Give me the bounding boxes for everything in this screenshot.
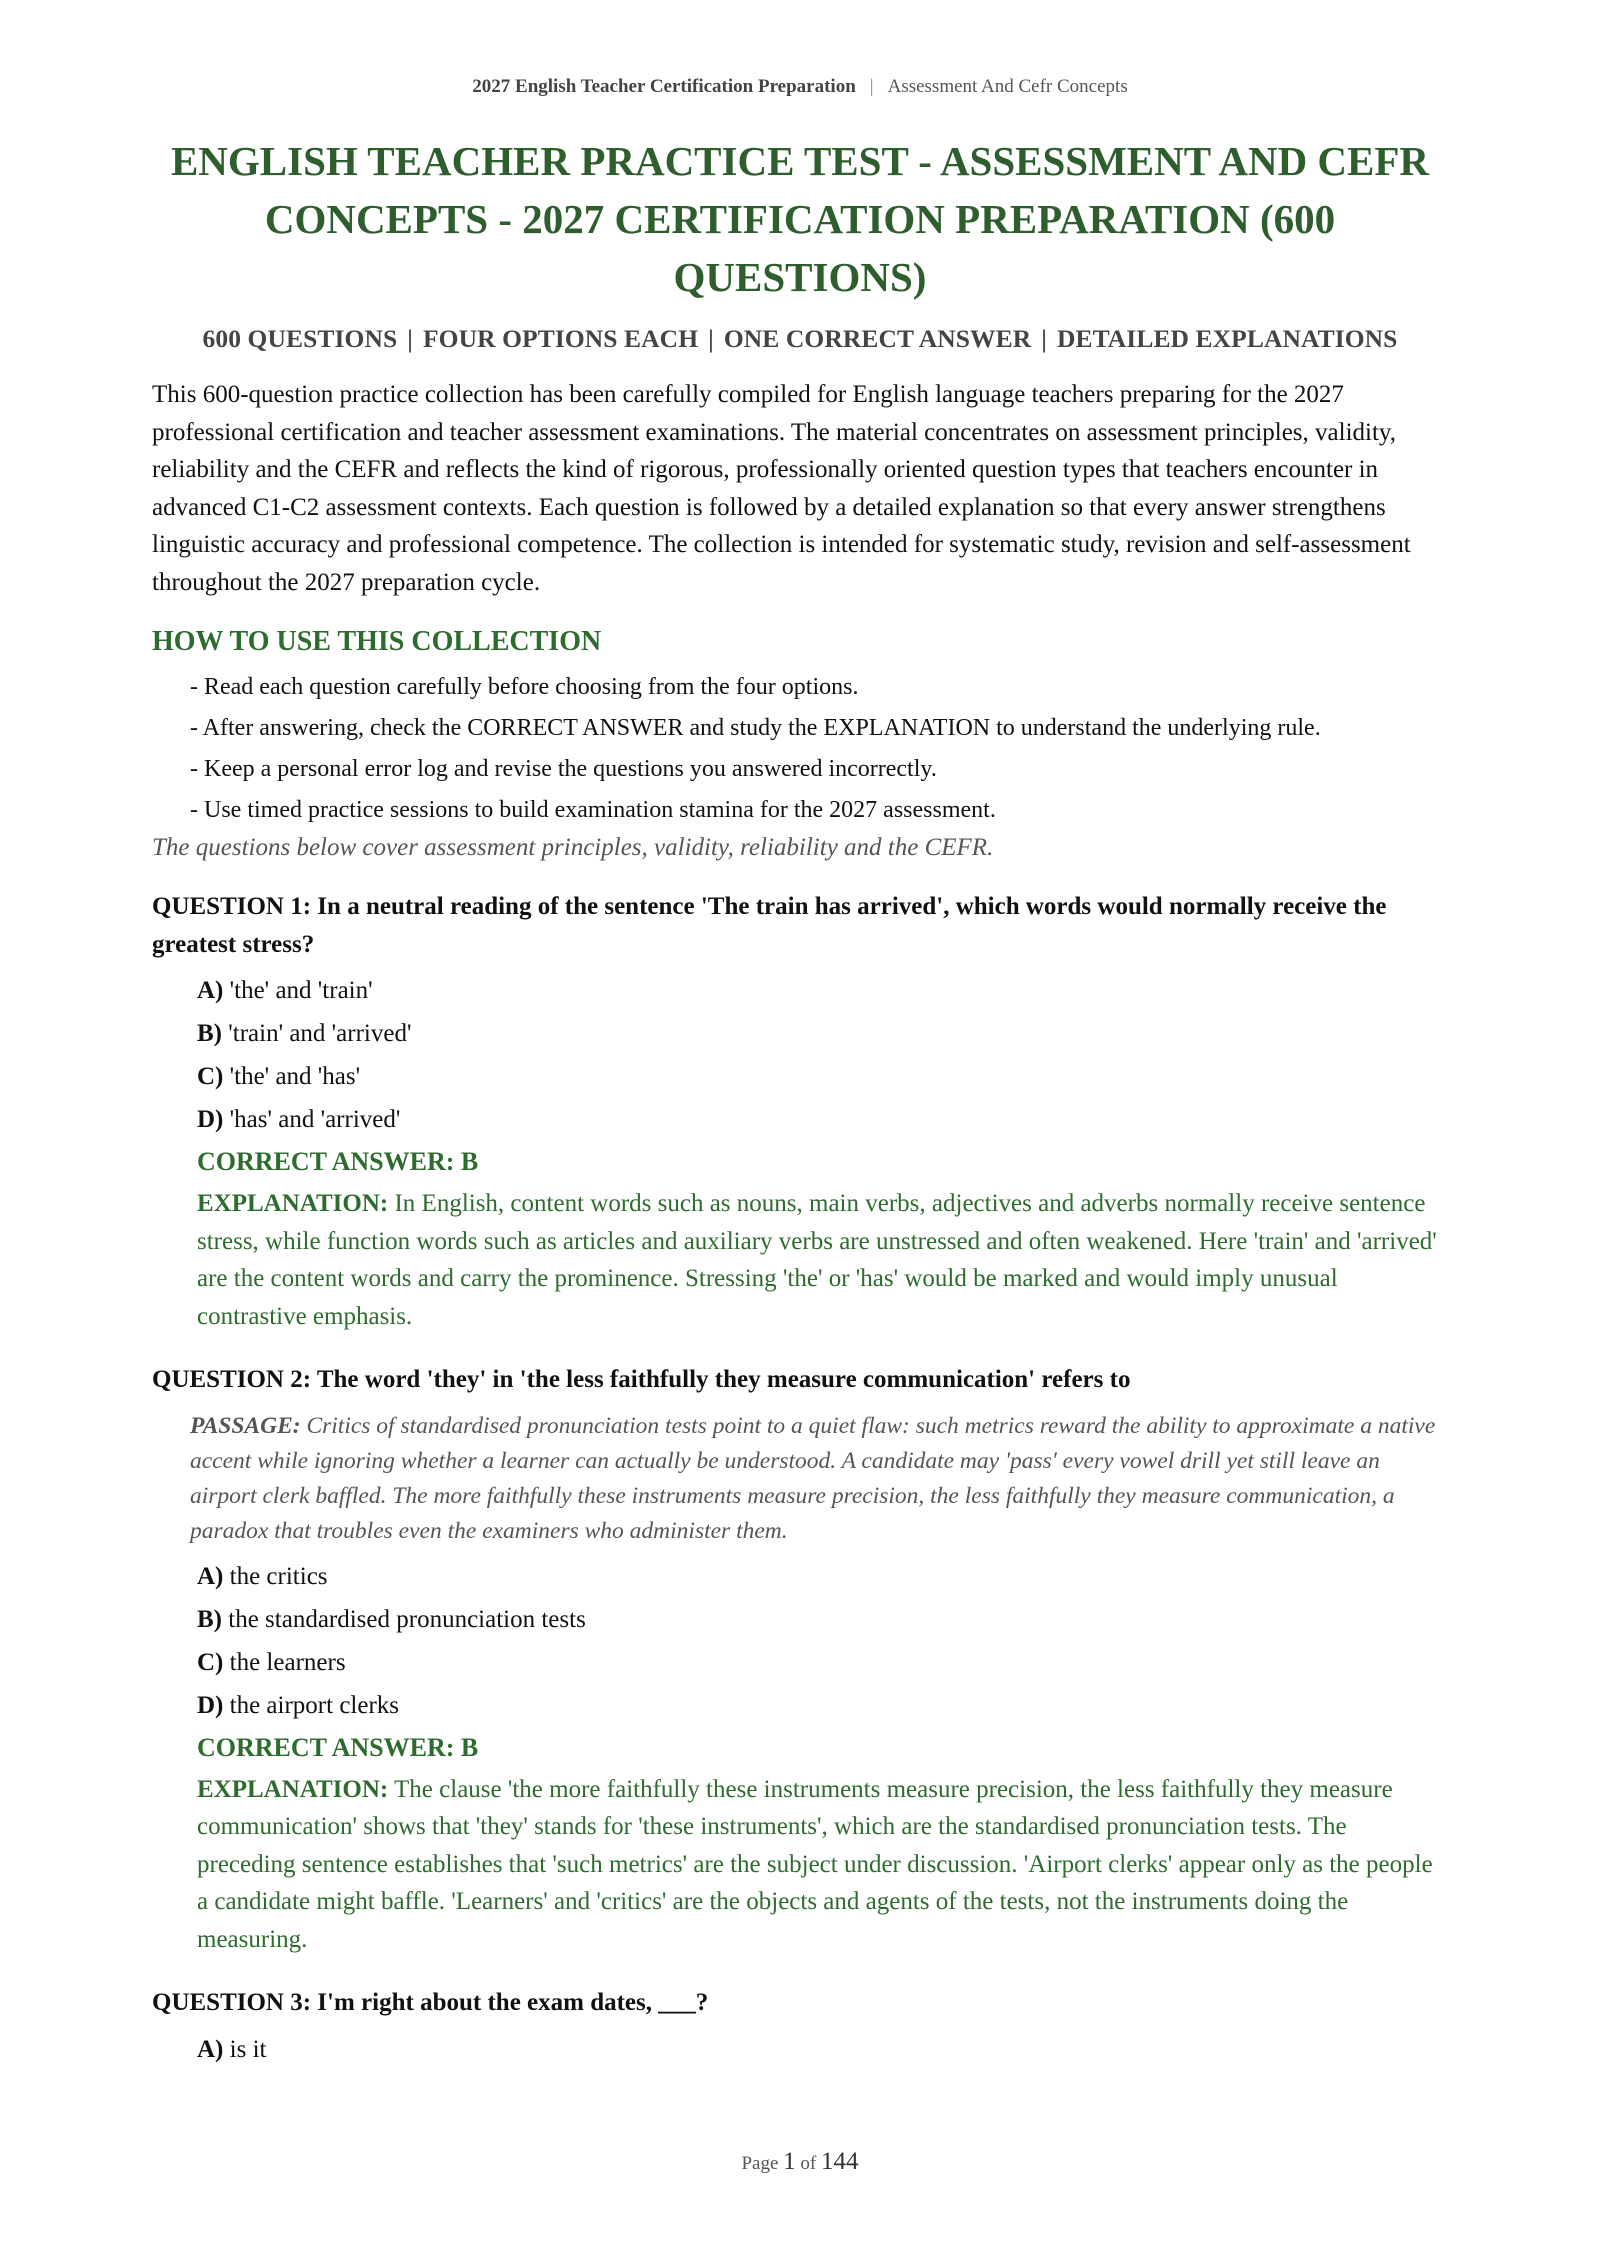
option-d <box>197 1684 1448 1727</box>
page-footer <box>0 2148 1600 2176</box>
of-word: of <box>800 2153 817 2174</box>
option-text: the airport clerks <box>229 1691 400 1719</box>
question-3 <box>152 1984 1448 2071</box>
running-header <box>152 0 1448 98</box>
passage-text: Critics of standardised pronunciation tests point to a quiet flaw: such metrics reward the ability to approximate a native accent while ignoring whether a learner can actually be understood. A candidate may 'pass' every vowel drill yet still leave an airport clerk baffled. The more faithfully these instruments measure precision, the less faithfully they measure communication, a paradox that troubles even the examiners who administer them. <box>190 1412 1436 1544</box>
option-letter: B) <box>197 1020 222 1047</box>
how-to-item: - After answering, check the CORRECT ANSWER and study the EXPLANATION to understand the underlying rule. <box>190 715 1321 741</box>
option-text: 'the' and 'has' <box>229 1063 361 1090</box>
option-text: 'the' and 'train' <box>229 977 373 1004</box>
option-letter: A) <box>197 2035 224 2063</box>
option-list <box>152 1555 1448 1727</box>
option-letter: C) <box>197 1063 224 1090</box>
option-c <box>197 1641 1448 1684</box>
total-page-count: 144 <box>821 2148 859 2175</box>
how-to-heading: HOW TO USE THIS COLLECTION <box>152 626 602 657</box>
explanation-text: The clause 'the more faithfully these instruments measure precision, the less faithfully they measure communication' shows that 'they' stands for 'these instruments', which are the standardised pronunciation tests. The preceding sentence establishes that 'such metrics' are the subject under discussion. 'Airport clerks' appear only as the people a candidate might baffle. 'Learners' and 'critics' are the objects and agents of the tests, not the instruments doing the measuring. <box>197 1775 1433 1953</box>
option-b <box>197 1598 1448 1641</box>
subtitle-part: DETAILED EXPLANATIONS <box>1056 324 1398 353</box>
option-text: is it <box>229 2035 267 2063</box>
option-a <box>197 2028 1448 2071</box>
option-list <box>152 969 1448 1141</box>
header-left: 2027 English Teacher Certification Preparation <box>472 76 856 97</box>
subtitle-separator: | <box>1041 324 1047 353</box>
option-text: the standardised pronunciation tests <box>228 1605 586 1633</box>
page-word: Page <box>741 2153 779 2174</box>
option-a <box>197 969 1448 1012</box>
subtitle-separator: | <box>708 324 714 353</box>
subtitle-separator: | <box>407 324 413 353</box>
current-page-number: 1 <box>783 2148 796 2175</box>
option-text: the learners <box>229 1648 346 1676</box>
question-stem: QUESTION 3: I'm right about the exam dates, ___? <box>152 1989 709 2016</box>
question-stem: QUESTION 2: The word 'they' in 'the less faithfully they measure communication' refers to <box>152 1366 1131 1393</box>
document-title: ENGLISH TEACHER PRACTICE TEST - ASSESSMENT AND CEFR CONCEPTS - 2027 CERTIFICATION PREPARATION (600 QUESTIONS) <box>170 138 1430 300</box>
explanation <box>197 1185 1448 1335</box>
subtitle-part: FOUR OPTIONS EACH <box>422 324 699 353</box>
subtitle-part: 600 QUESTIONS <box>202 324 398 353</box>
document-subtitle <box>152 324 1448 354</box>
how-to-item: - Keep a personal error log and revise the questions you answered incorrectly. <box>190 756 937 782</box>
option-d <box>197 1098 1448 1141</box>
question-2 <box>152 1361 1448 1958</box>
intro-paragraph: This 600-question practice collection has been carefully compiled for English language teachers preparing for the 2027 professional certification and teacher assessment examinations. The material concentrates on assessment principles, validity, reliability and the CEFR and reflects the kind of rigorous, professionally oriented question types that teachers encounter in advanced C1-C2 assessment contexts. Each question is followed by a detailed explanation so that every answer strengthens linguistic accuracy and professional competence. The collection is intended for systematic study, revision and self-assessment throughout the 2027 preparation cycle. <box>152 381 1411 596</box>
option-letter: C) <box>197 1648 224 1676</box>
how-to-list <box>152 670 1448 828</box>
option-letter: D) <box>197 1106 224 1133</box>
how-to-item: - Read each question carefully before choosing from the four options. <box>190 674 859 700</box>
coverage-note: The questions below cover assessment principles, validity, reliability and the CEFR. <box>152 834 994 861</box>
header-right: Assessment And Cefr Concepts <box>887 76 1128 97</box>
passage-label: PASSAGE: <box>190 1412 301 1439</box>
correct-answer: CORRECT ANSWER: B <box>197 1732 479 1762</box>
explanation-text: In English, content words such as nouns, main verbs, adjectives and adverbs normally receive sentence stress, while function words such as articles and auxiliary verbs are unstressed and often weakened. Here 'train' and 'arrived' are the content words and carry the prominence. Stressing 'the' or 'has' would be marked and would imply unusual contrastive emphasis. <box>197 1190 1437 1330</box>
subtitle-part: ONE CORRECT ANSWER <box>723 324 1032 353</box>
how-to-item: - Use timed practice sessions to build examination stamina for the 2027 assessment. <box>190 797 996 823</box>
option-letter: A) <box>197 1562 224 1590</box>
header-separator: | <box>869 76 874 97</box>
option-list <box>152 2028 1448 2071</box>
correct-answer: CORRECT ANSWER: B <box>197 1147 479 1176</box>
option-letter: D) <box>197 1691 224 1719</box>
option-text: 'train' and 'arrived' <box>228 1020 412 1047</box>
option-a <box>197 1555 1448 1598</box>
question-stem: QUESTION 1: In a neutral reading of the sentence 'The train has arrived', which words would normally receive the greatest stress? <box>152 893 1387 958</box>
option-text: the critics <box>229 1562 328 1590</box>
option-text: 'has' and 'arrived' <box>229 1106 401 1133</box>
option-letter: B) <box>197 1605 222 1633</box>
explanation <box>197 1771 1448 1959</box>
option-b <box>197 1012 1448 1055</box>
explanation-label: EXPLANATION: <box>197 1775 389 1803</box>
question-1 <box>152 888 1448 1335</box>
option-c <box>197 1055 1448 1098</box>
option-letter: A) <box>197 977 224 1004</box>
reading-passage <box>190 1409 1448 1549</box>
explanation-label: EXPLANATION: <box>197 1190 389 1217</box>
